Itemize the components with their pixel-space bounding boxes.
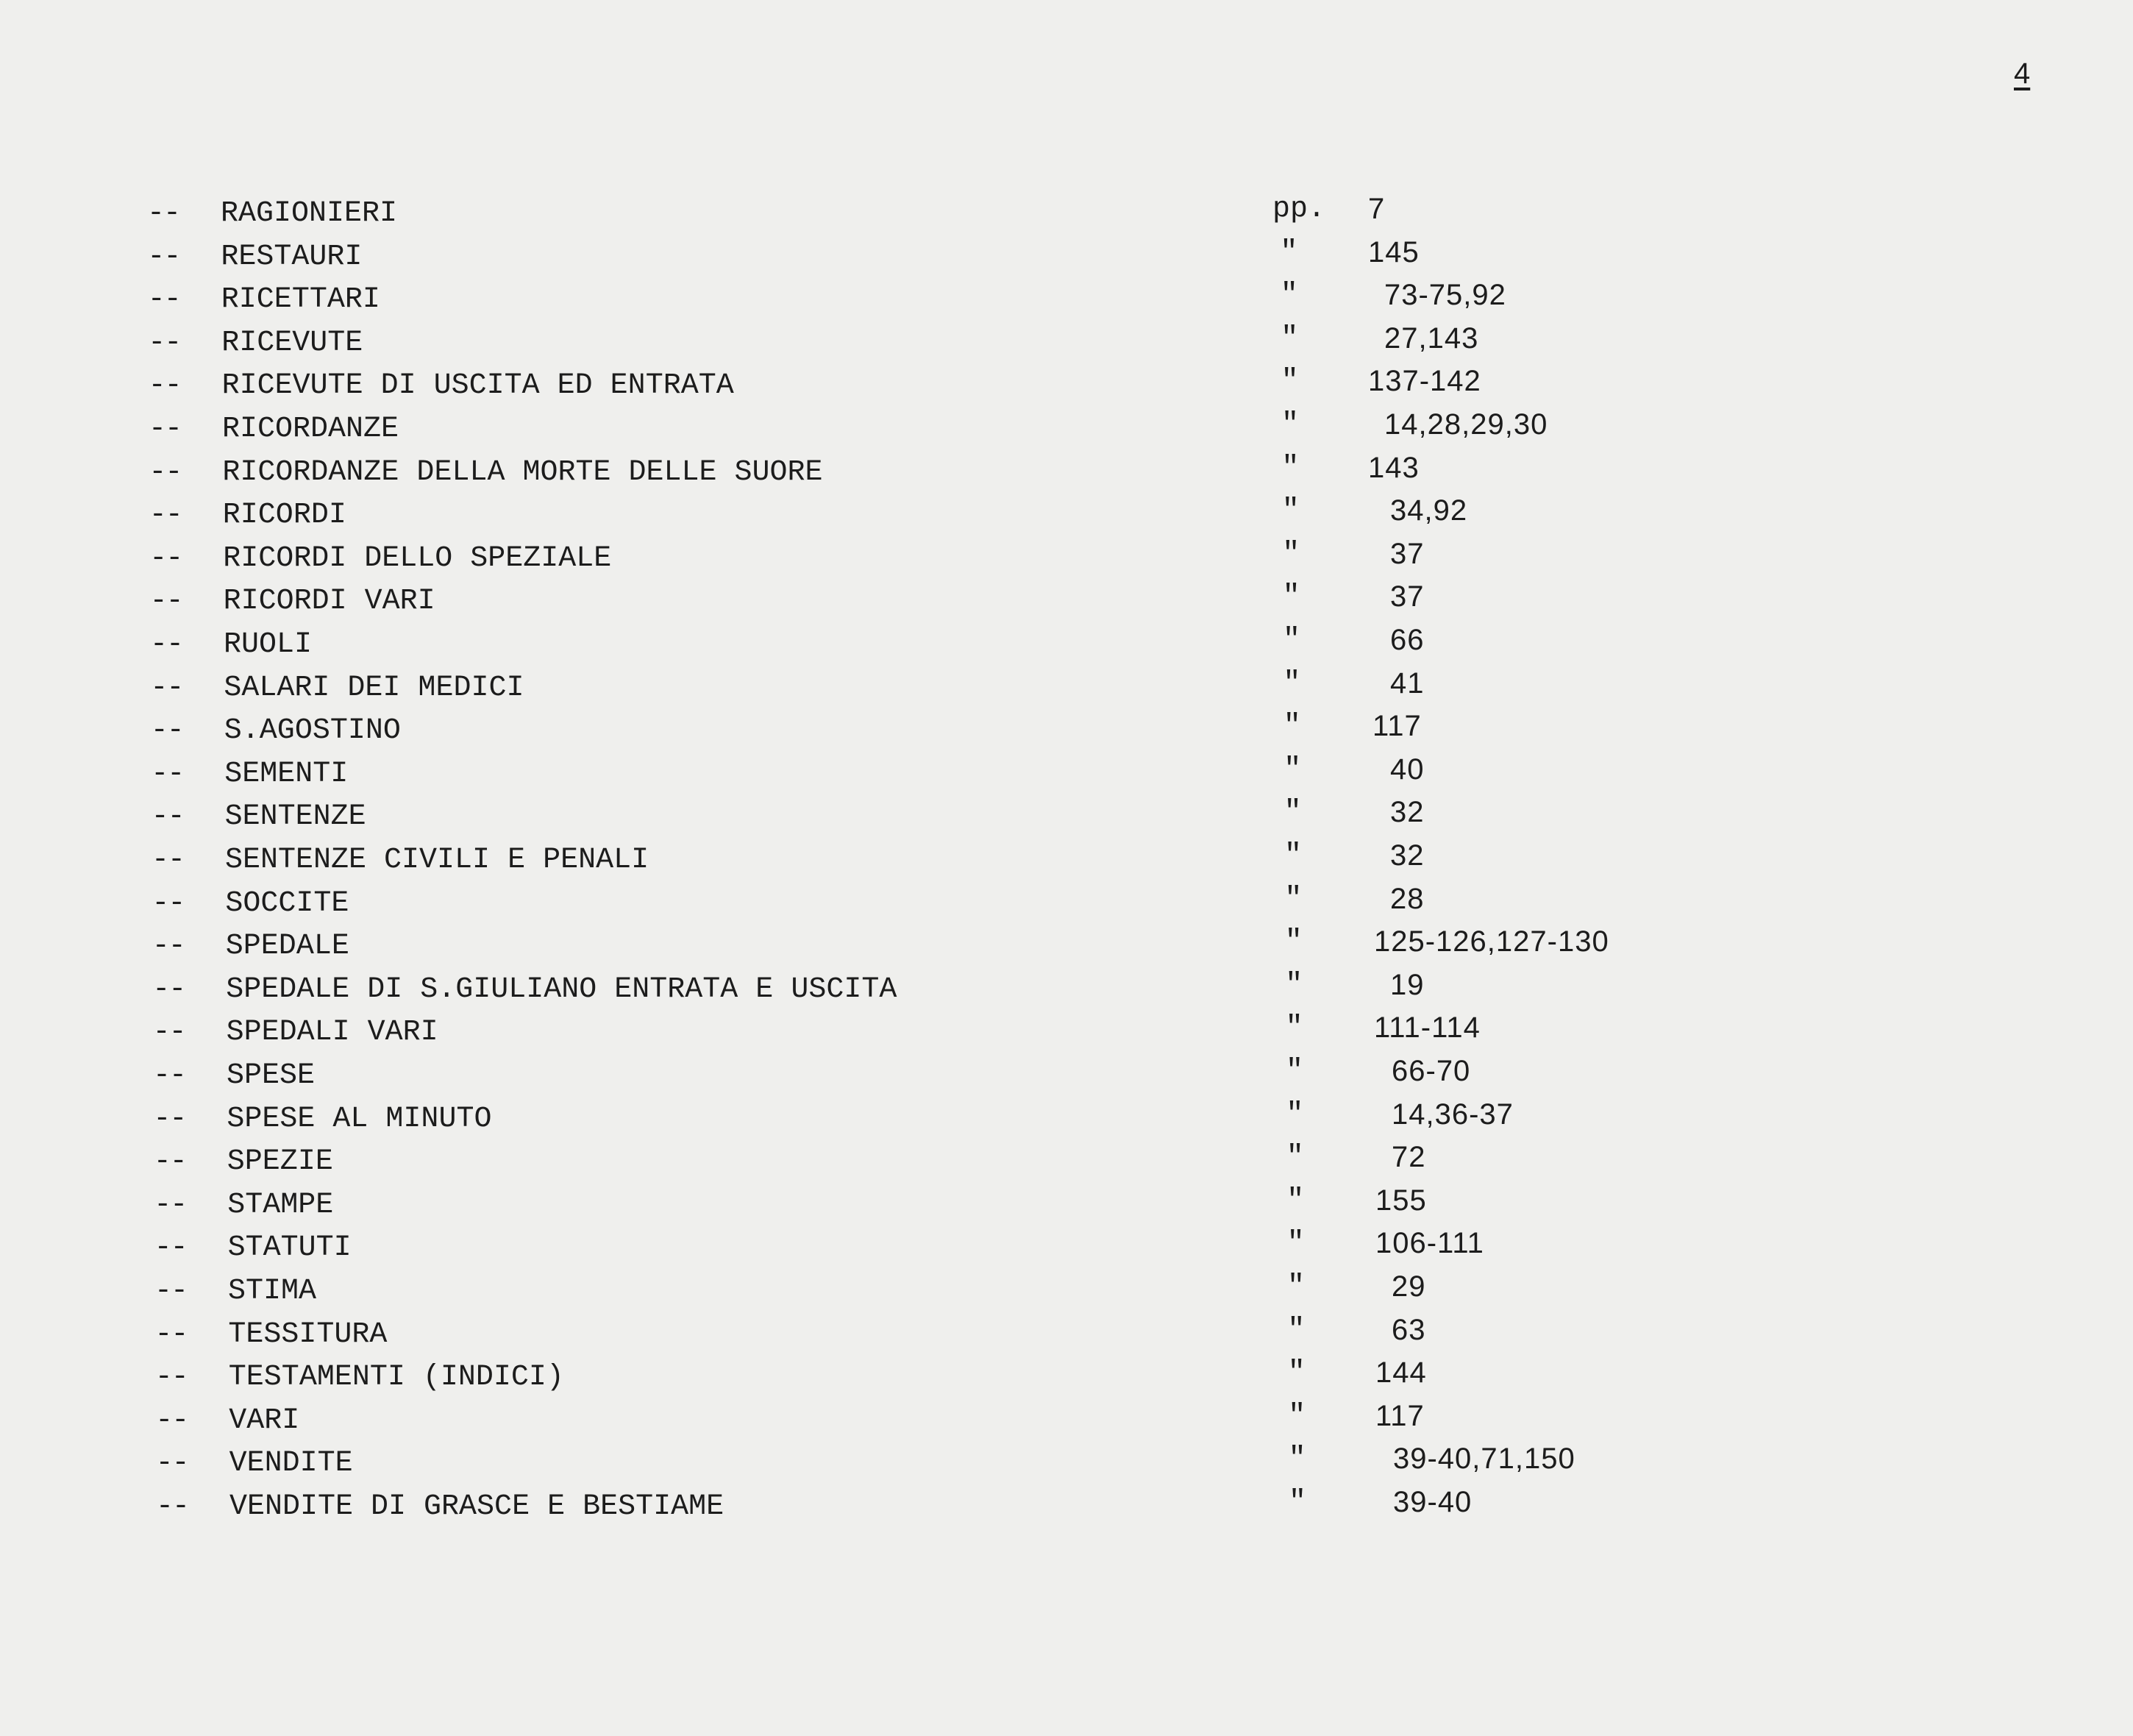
entry-dash: -- [147,283,180,317]
entry-ref: " [1281,408,1300,441]
entry-term: RICORDANZE DELLA MORTE DELLE SUORE [222,455,823,489]
entry-ref: " [1281,451,1300,485]
entry-dash: -- [149,455,182,489]
entry-ref: pp. [1272,193,1326,226]
entry-term: TESTAMENTI (INDICI) [228,1361,564,1395]
index-entry [153,1098,1845,1145]
index-entry [147,235,1839,283]
entry-pages: 37 [1389,580,1425,613]
entry-ref: " [1285,968,1303,1002]
entry-dash: -- [150,628,183,661]
entry-dash: -- [152,1016,185,1050]
index-entry [154,1356,1847,1404]
entry-term: SPEDALE DI S.GIULIANO ENTRATA E USCITA [226,972,897,1006]
entry-term: VENDITE [229,1447,353,1481]
index-entry [149,494,1841,541]
entry-term: VARI [229,1404,300,1437]
entry-ref: " [1281,321,1299,355]
index-entry [151,796,1843,843]
entry-dash: -- [154,1188,187,1222]
entry-pages: 117 [1372,710,1422,743]
entry-pages: 66 [1390,624,1425,656]
entry-dash: -- [150,671,183,705]
entry-pages: 41 [1389,666,1425,700]
entry-ref: " [1280,235,1298,269]
index-entry [150,710,1842,757]
entry-ref: " [1281,365,1299,399]
entry-ref: " [1286,1227,1305,1261]
entry-dash: -- [153,1102,186,1136]
entry-ref: " [1280,279,1298,313]
index-entry [154,1313,1846,1361]
entry-term: VENDITE DI GRASCE E BESTIAME [229,1490,724,1523]
entry-dash: -- [152,886,185,920]
index-entry [154,1184,1845,1231]
entry-dash: -- [153,1059,186,1092]
entry-dash: -- [151,757,184,791]
index-entry [148,321,1840,369]
entry-term: SENTENZE CIVILI E PENALI [225,844,649,877]
entry-ref: " [1286,1184,1305,1217]
entry-dash: -- [149,413,182,446]
entry-dash: -- [152,844,185,877]
entry-pages: 106-111 [1375,1227,1484,1260]
entry-pages: 7 [1368,193,1386,225]
entry-ref: " [1283,796,1302,830]
index-entry [149,451,1840,499]
index-entry [155,1399,1847,1447]
entry-dash: -- [147,197,180,230]
entry-dash: -- [154,1361,188,1395]
index-entry [147,193,1839,240]
entry-pages: 32 [1389,796,1425,829]
index-entry [154,1270,1846,1317]
entry-ref: " [1283,666,1301,700]
entry-term: RICETTARI [221,283,380,317]
entry-ref: " [1283,624,1301,657]
entry-ref: " [1282,580,1300,614]
entry-pages: 125-126,127-130 [1373,925,1609,958]
index-entry [152,839,1843,886]
index-entry [152,1011,1845,1059]
entry-dash: -- [155,1447,188,1481]
index-entry [148,365,1840,412]
entry-ref: " [1288,1442,1306,1476]
entry-pages: 145 [1367,235,1420,268]
entry-pages: 73-75,92 [1384,279,1506,312]
entry-dash: -- [149,499,182,533]
entry-pages: 66-70 [1392,1055,1471,1087]
entry-ref: " [1284,839,1303,872]
entry-pages: 143 [1367,451,1420,484]
page-number: 4 [2014,57,2031,90]
entry-term: STAMPE [227,1188,334,1222]
entry-pages: 117 [1375,1399,1425,1432]
entry-ref: " [1287,1313,1306,1347]
entry-term: SEMENTI [224,757,349,791]
entry-pages: 19 [1389,968,1425,1001]
entry-ref: " [1281,494,1300,528]
entry-term: RICEVUTE DI USCITA ED ENTRATA [221,369,734,403]
entry-ref: " [1285,1011,1303,1045]
entry-dash: -- [148,326,181,360]
entry-pages: 14,28,29,30 [1384,408,1548,441]
entry-pages: 72 [1391,1141,1426,1174]
index-entry [147,279,1840,326]
entry-pages: 27,143 [1384,321,1479,355]
entry-term: RAGIONIERI [221,197,398,230]
entry-ref: " [1286,1098,1304,1131]
entry-pages: 39-40,71,150 [1392,1442,1575,1476]
entry-ref: " [1284,925,1303,959]
entry-ref: " [1286,1141,1304,1175]
entry-dash: -- [156,1490,189,1523]
entry-dash: -- [152,930,185,964]
entry-ref: " [1284,882,1303,916]
index-entry [149,537,1841,585]
entry-pages: 144 [1375,1356,1427,1390]
entry-term: SENTENZE [224,800,366,834]
entry-term: SPEZIE [227,1145,333,1179]
entry-pages: 155 [1375,1184,1427,1217]
entry-dash: -- [148,369,181,403]
entry-dash: -- [147,240,180,274]
entry-term: RICORDI DELLO SPEZIALE [223,541,612,575]
entry-term: RICORDANZE [222,413,399,446]
entry-ref: " [1282,537,1300,571]
entry-pages: 37 [1389,537,1425,570]
entry-dash: -- [151,800,184,834]
entry-ref: " [1286,1055,1304,1088]
entry-dash: -- [155,1404,188,1437]
entry-dash: -- [154,1317,188,1351]
index-entry [154,1227,1846,1274]
entry-ref: " [1287,1356,1306,1390]
entry-term: SPEDALI VARI [226,1016,438,1050]
entry-term: RICEVUTE [221,326,363,360]
entry-pages: 34,92 [1389,494,1468,527]
entry-ref: " [1287,1270,1306,1303]
entry-term: TESSITURA [228,1317,388,1351]
entry-dash: -- [149,585,182,619]
entry-dash: -- [150,714,183,748]
entry-dash: -- [149,541,182,575]
entry-term: STIMA [228,1275,317,1308]
index-entry [153,1141,1845,1188]
index-entry [152,925,1844,972]
entry-pages: 39-40 [1393,1486,1473,1518]
entry-term: SALARI DEI MEDICI [224,671,524,705]
entry-pages: 40 [1389,753,1425,786]
index-entry [151,753,1842,800]
index-entry [152,968,1844,1016]
index-entry [149,408,1840,455]
index-entry [152,882,1843,930]
index-entry [153,1055,1845,1102]
entry-pages: 137-142 [1367,365,1481,398]
entry-pages: 28 [1389,882,1425,915]
index-entry [156,1486,1848,1533]
entry-ref: " [1289,1486,1307,1519]
entry-term: SOCCITE [225,886,349,920]
entry-ref: " [1283,753,1302,786]
entry-term: STATUTI [227,1231,352,1265]
index-entry [149,580,1842,627]
entry-dash: -- [152,972,185,1006]
entry-pages: 111-114 [1373,1011,1481,1045]
entry-ref: " [1288,1399,1306,1433]
index-entry [150,666,1842,714]
entry-term: RICORDI [222,499,346,533]
entry-pages: 63 [1391,1313,1426,1346]
entry-pages: 14,36-37 [1391,1098,1514,1131]
entry-dash: -- [154,1231,187,1265]
entry-term: RICORDI VARI [223,585,435,619]
entry-term: RUOLI [224,628,313,661]
entry-term: SPESE AL MINUTO [227,1102,492,1136]
entry-term: SPESE [227,1059,316,1092]
entry-dash: -- [154,1275,188,1308]
entry-pages: 29 [1392,1270,1426,1303]
entry-pages: 32 [1390,839,1425,872]
entry-term: S.AGOSTINO [224,714,401,748]
entry-term: RESTAURI [221,240,363,274]
entry-term: SPEDALE [225,930,349,964]
entry-dash: -- [153,1145,186,1179]
index-entry [150,624,1842,671]
entry-ref: " [1283,710,1301,744]
index-entry [155,1442,1848,1490]
